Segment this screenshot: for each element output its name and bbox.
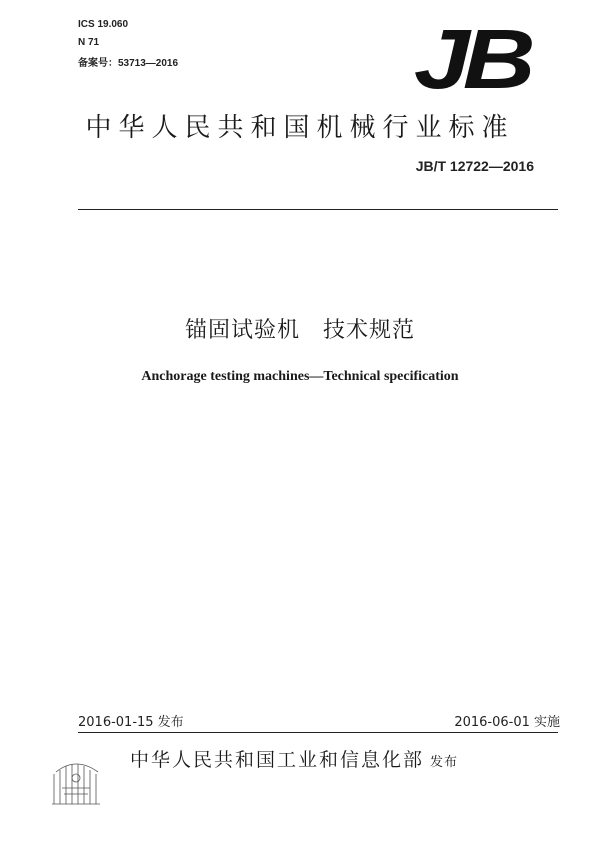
issuer-name: 中华人民共和国工业和信息化部: [130, 749, 425, 771]
record-number: 备案号：53713—2016: [78, 58, 179, 69]
issuing-authority: [130, 745, 458, 772]
standard-category: 中华人民共和国机械行业标准: [85, 113, 515, 143]
ics-code: ICS 19.060: [78, 19, 129, 30]
title-english: Anchorage testing machines—Technical specification: [141, 369, 459, 384]
title-chinese: 锚固试验机 技术规范: [184, 318, 415, 343]
ministry-emblem-icon: [50, 760, 102, 806]
footer-divider: [78, 732, 558, 733]
ccs-code: N 71: [78, 37, 100, 48]
standard-number: JB/T 12722—2016: [415, 158, 534, 174]
implementation-date: 2016-06-01 实施: [454, 715, 560, 730]
issue-date: 2016-01-15 发布: [78, 715, 184, 730]
header-divider: [78, 209, 558, 210]
issuer-suffix: 发布: [430, 755, 459, 770]
jb-logo: JB: [413, 12, 528, 106]
